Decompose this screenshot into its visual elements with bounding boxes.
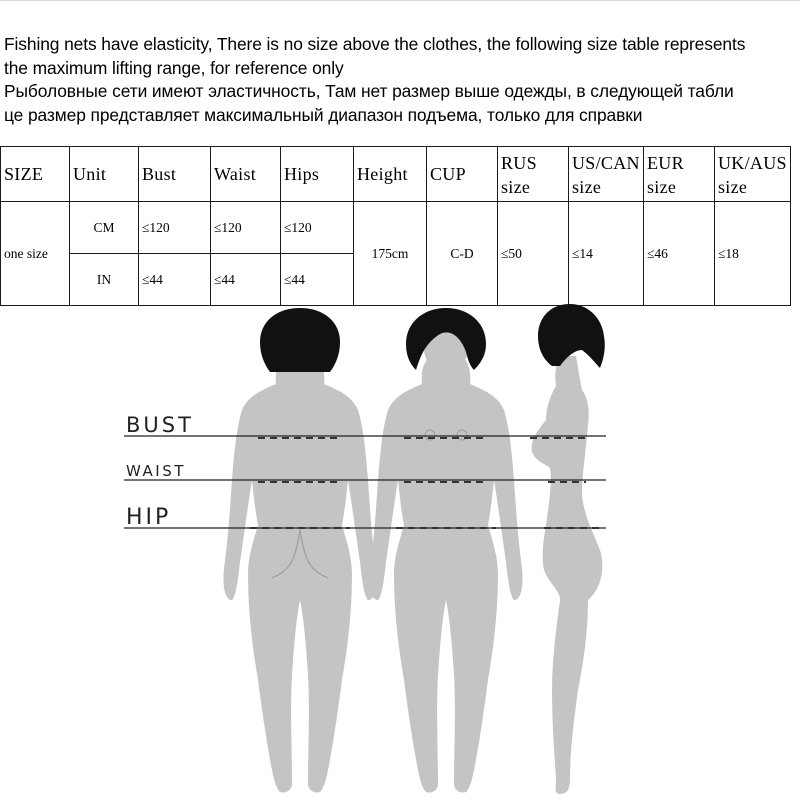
cup-cell: C-D bbox=[427, 202, 498, 306]
size-value-cell: one size bbox=[1, 202, 70, 306]
unit-cm-cell: CM bbox=[70, 202, 139, 254]
waist-cm-cell: ≤120 bbox=[211, 202, 281, 254]
notice-english-line-1: Fishing nets have elasticity, There is no size above the clothes, the following size table represents bbox=[4, 34, 746, 54]
header-uscan-line2: size bbox=[572, 177, 602, 197]
eur-size-cell: ≤46 bbox=[644, 202, 715, 306]
notice-english-line-2: the maximum lifting range, for reference only bbox=[4, 57, 344, 78]
header-rus-line1: RUS bbox=[501, 153, 537, 173]
front-view-body bbox=[369, 358, 522, 793]
header-height: Height bbox=[354, 147, 427, 202]
height-cell: 175cm bbox=[354, 202, 427, 306]
size-notice bbox=[4, 33, 800, 127]
header-rus-size bbox=[498, 147, 569, 202]
bust-cm-cell: ≤120 bbox=[139, 202, 211, 254]
header-eur-line2: size bbox=[647, 177, 677, 197]
table-header-row bbox=[1, 147, 791, 202]
side-view-figure bbox=[532, 304, 605, 794]
hips-cm-cell: ≤120 bbox=[281, 202, 354, 254]
header-ukaus-size bbox=[715, 147, 791, 202]
size-table bbox=[0, 146, 791, 306]
header-uscan-line1: US/CAN bbox=[572, 153, 640, 173]
side-view-body bbox=[532, 356, 603, 794]
unit-in-cell: IN bbox=[70, 254, 139, 306]
header-waist: Waist bbox=[211, 147, 281, 202]
header-eur-size bbox=[644, 147, 715, 202]
uscan-size-cell: ≤14 bbox=[569, 202, 644, 306]
waist-label: WAIST bbox=[126, 462, 186, 480]
bust-in-cell: ≤44 bbox=[139, 254, 211, 306]
waist-in-cell: ≤44 bbox=[211, 254, 281, 306]
header-rus-line2: size bbox=[501, 177, 531, 197]
ukaus-size-cell: ≤18 bbox=[715, 202, 791, 306]
rus-size-cell: ≤50 bbox=[498, 202, 569, 306]
back-view-figure bbox=[223, 308, 376, 793]
top-border-line bbox=[0, 0, 800, 1]
hip-label: HIP bbox=[126, 505, 172, 530]
notice-russian-line-1: Рыболовные сети имеют эластичность, Там нет размер выше одежды, в следующей табли bbox=[4, 81, 734, 101]
header-bust: Bust bbox=[139, 147, 211, 202]
header-ukaus-line2: size bbox=[718, 177, 748, 197]
header-size: SIZE bbox=[1, 147, 70, 202]
header-cup: CUP bbox=[427, 147, 498, 202]
body-silhouettes-svg bbox=[0, 300, 800, 800]
header-uscan-size bbox=[569, 147, 644, 202]
measurement-illustration bbox=[0, 300, 800, 800]
header-hips: Hips bbox=[281, 147, 354, 202]
header-unit: Unit bbox=[70, 147, 139, 202]
table-row bbox=[1, 202, 791, 254]
notice-russian-line-2: це размер представляет максимальный диапазон подъема, только для справки bbox=[4, 104, 643, 125]
back-view-hair bbox=[260, 308, 340, 372]
front-view-figure bbox=[369, 308, 522, 793]
hips-in-cell: ≤44 bbox=[281, 254, 354, 306]
header-eur-line1: EUR bbox=[647, 153, 684, 173]
bust-label: BUST bbox=[126, 413, 194, 437]
back-view-body bbox=[223, 358, 376, 793]
header-ukaus-line1: UK/AUS bbox=[718, 153, 787, 173]
